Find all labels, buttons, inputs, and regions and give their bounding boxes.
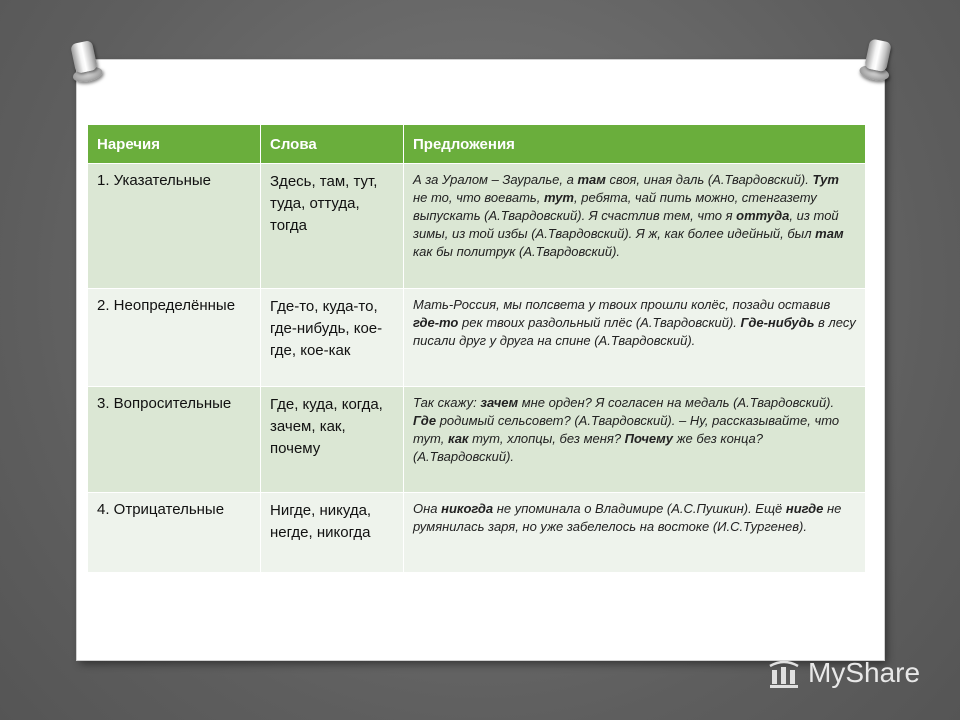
row-category: 1. Указательные [97,172,212,189]
row-words: Где-то, куда-то, где-нибудь, кое-где, кое-как [270,298,383,359]
header-adverbs: Наречия [88,125,261,164]
table-row [88,289,866,387]
header-sentences: Предложения [404,125,866,164]
row-words: Здесь, там, тут, туда, оттуда, тогда [270,173,378,234]
row-sentences: А за Уралом – Зауралье, а там своя, иная даль (А.Твардовский). Тут не то, что воевать, тут, ребята, чай пить можно, стенгазету выпускать (А.Твардовский). Я счастлив тем, что я оттуда, из той зимы, из той избы (А.Твардовский). Я ж, как более идейный, был там как бы политрук (А.Твардовский). [413,172,844,259]
row-category: 2. Неопределённые [97,297,236,314]
row-words: Где, куда, когда, зачем, как, почему [270,396,383,457]
pushpin-icon [858,38,894,83]
table-row [88,164,866,289]
table-header-row [88,125,866,164]
myshare-logo-icon [766,656,802,692]
row-sentences: Мать-Россия, мы полсвета у твоих прошли колёс, позади оставив где-то рек твоих раздольный плёс (А.Твардовский). Где-нибудь в лесу писали друг у друга на спине (А.Твардовский). [413,297,856,348]
row-sentences: Она никогда не упоминала о Владимире (А.С.Пушкин). Ещё нигде не румянилась заря, но уже забелелось на востоке (И.С.Тургенев). [413,501,842,534]
row-words: Нигде, никуда, негде, никогда [270,502,372,541]
adverbs-table [87,124,866,573]
watermark-text: MyShare [808,657,921,688]
row-category: 3. Вопросительные [97,395,232,412]
pushpin-icon [66,40,102,85]
table-row [88,387,866,493]
table-row [88,493,866,573]
row-category: 4. Отрицательные [97,501,225,518]
row-sentences: Так скажу: зачем мне орден? Я согласен на медаль (А.Твардовский). Где родимый сельсовет? (А.Твардовский). – Ну, рассказывайте, что тут, как тут, хлопцы, без меня? Почему же без конца? (А.Твардовский). [413,395,840,464]
header-words: Слова [261,125,404,164]
watermark-logo [766,654,946,694]
